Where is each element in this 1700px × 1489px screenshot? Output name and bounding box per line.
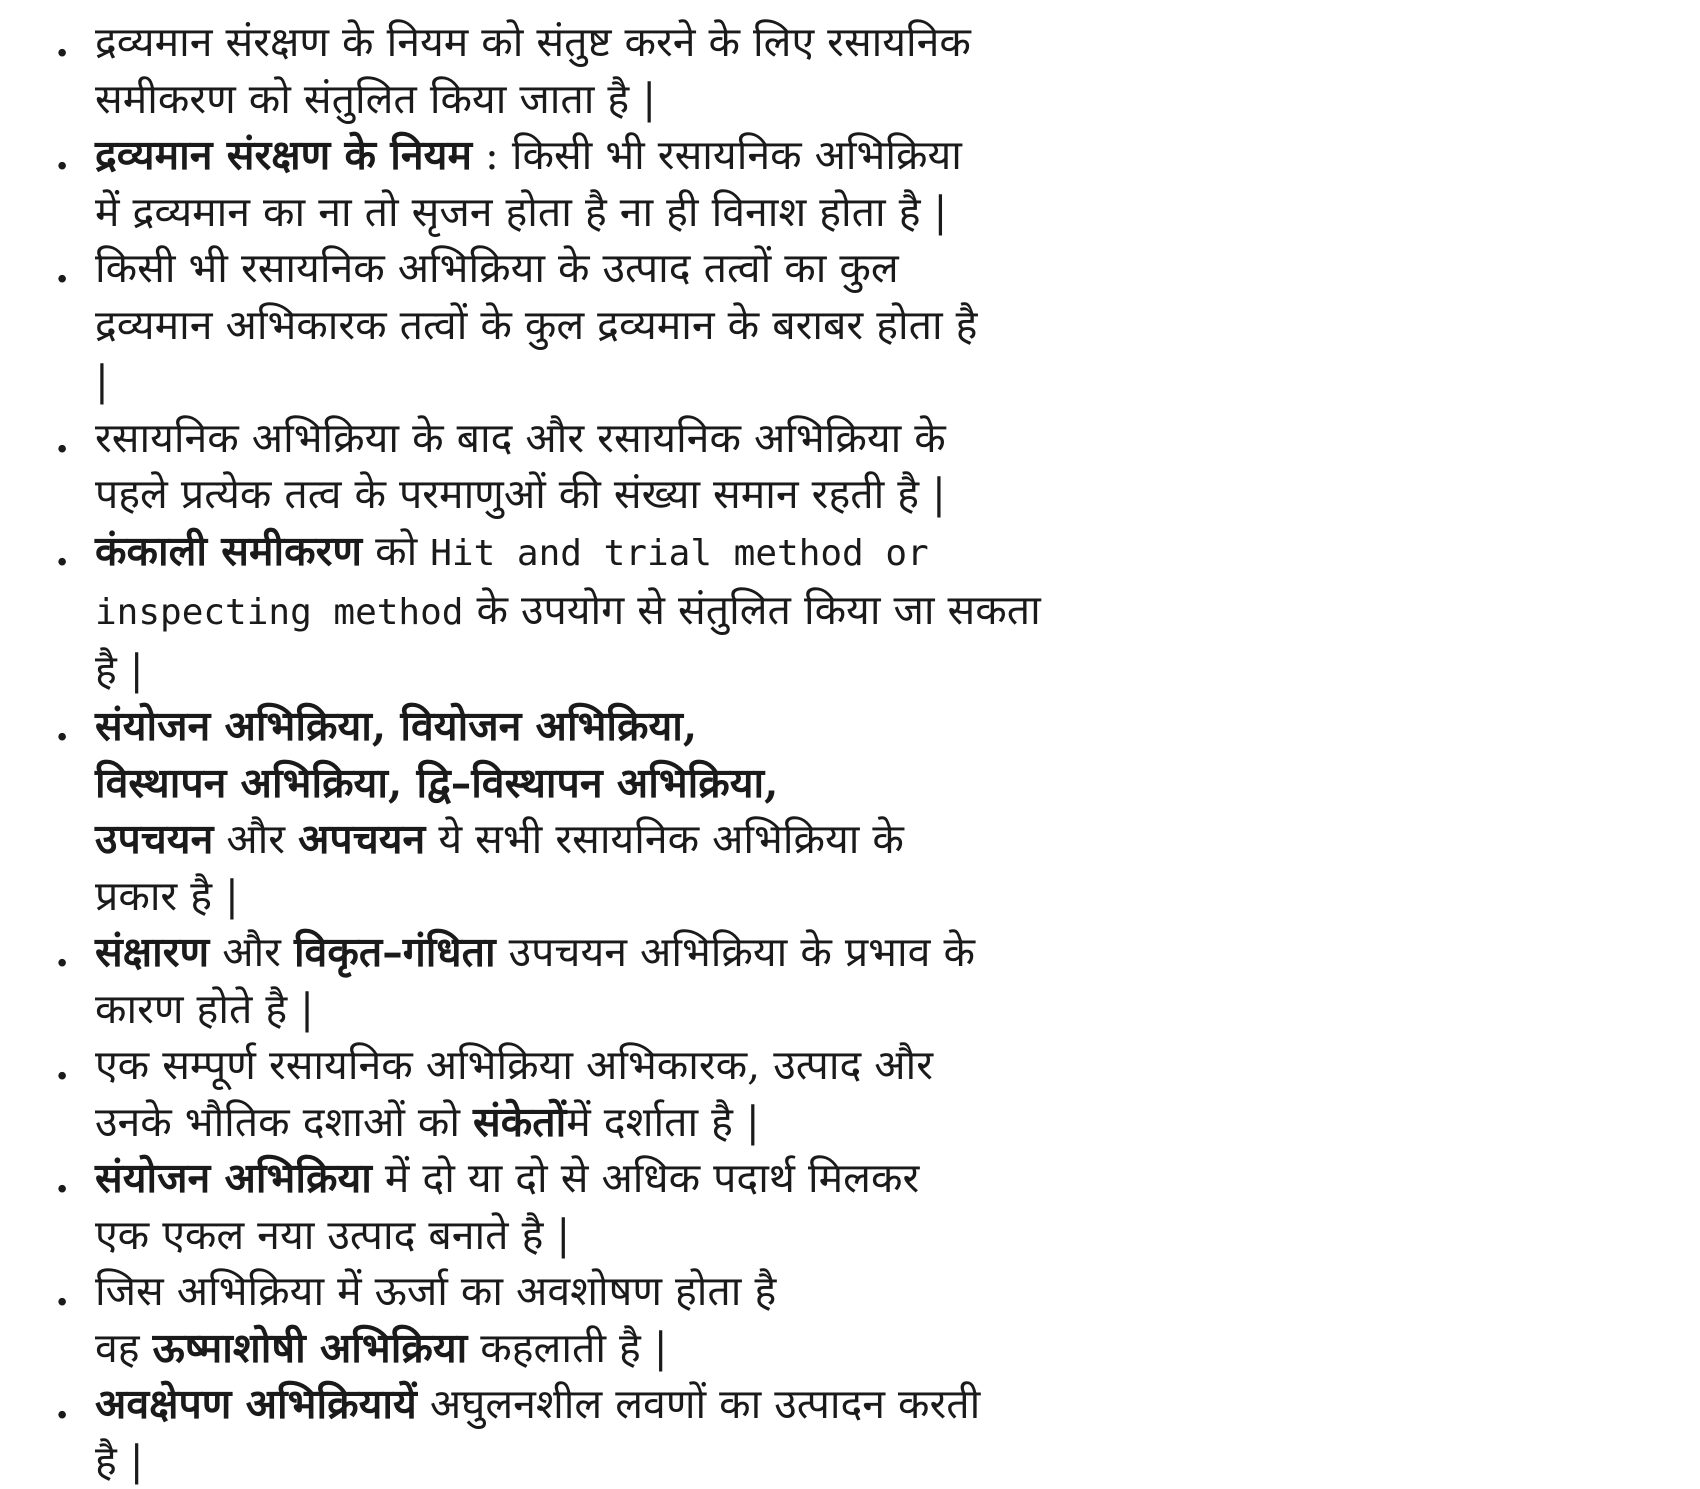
- note-item: [55, 1150, 1235, 1263]
- note-line: [95, 1150, 1235, 1207]
- note-item: [55, 240, 1235, 410]
- note-item: [55, 1263, 1235, 1376]
- note-item: [55, 127, 1235, 240]
- text-segment: द्रव्यमान अभिकारक तत्वों के कुल द्रव्यमान के बराबर होता है: [95, 301, 977, 349]
- note-line: [95, 924, 1235, 981]
- note-line: [95, 14, 1235, 71]
- bold-term: संयोजन अभिक्रिया: [95, 1154, 372, 1202]
- text-segment: पहले प्रत्येक तत्व के परमाणुओं की संख्या समान रहती है |: [95, 470, 946, 518]
- note-line: [95, 127, 1235, 184]
- bullet-marker: .: [55, 127, 83, 184]
- bold-term: विस्थापन अभिक्रिया, द्वि–विस्थापन अभिक्रिया,: [95, 759, 778, 807]
- bullet-marker: .: [55, 1376, 83, 1433]
- note-item: [55, 1037, 1235, 1150]
- text-segment: जिस अभिक्रिया में ऊर्जा का अवशोषण होता है: [95, 1267, 776, 1315]
- note-line: [95, 1263, 1235, 1320]
- bold-term: कंकाली समीकरण: [95, 527, 362, 575]
- note-line: [95, 642, 1235, 699]
- latin-text: inspecting method: [95, 592, 463, 633]
- bullet-marker: .: [55, 1263, 83, 1320]
- note-line: [95, 523, 1235, 583]
- text-segment: कारण होते है |: [95, 985, 314, 1033]
- text-segment: कहलाती है |: [467, 1324, 667, 1372]
- note-line: [95, 410, 1235, 467]
- note-line: [95, 698, 1235, 755]
- note-line: [95, 1376, 1235, 1433]
- note-item: [55, 14, 1235, 127]
- notes-list: [55, 14, 1235, 1489]
- note-line: [95, 1037, 1235, 1094]
- bullet-marker: .: [55, 1037, 83, 1094]
- text-segment: अघुलनशील लवणों का उत्पादन करती: [417, 1380, 981, 1428]
- note-line: [95, 1433, 1235, 1489]
- note-item: [55, 698, 1235, 924]
- bold-term: अवक्षेपण अभिक्रियायें: [95, 1380, 417, 1428]
- text-segment: को: [362, 527, 430, 575]
- latin-text: Hit and trial method or: [430, 533, 929, 574]
- text-segment: एक सम्पूर्ण रसायनिक अभिक्रिया अभिकारक, उत्पाद और: [95, 1041, 933, 1089]
- text-segment: है |: [95, 646, 144, 694]
- bullet-marker: .: [55, 14, 83, 71]
- bold-term: द्रव्यमान संरक्षण के नियम: [95, 131, 472, 179]
- text-segment: वह: [95, 1324, 153, 1372]
- text-segment: के उपयोग से संतुलित किया जा सकता: [463, 586, 1040, 634]
- text-segment: उपचयन अभिक्रिया के प्रभाव के: [496, 928, 975, 976]
- text-segment: है |: [95, 1437, 144, 1485]
- text-segment: द्रव्यमान संरक्षण के नियम को संतुष्ट करने के लिए रसायनिक: [95, 18, 971, 66]
- bold-term: ऊष्माशोषी अभिक्रिया: [153, 1324, 468, 1372]
- note-line: [95, 240, 1235, 297]
- text-segment: समीकरण को संतुलित किया जाता है |: [95, 75, 656, 123]
- note-line: [95, 1320, 1235, 1377]
- bold-term: अपचयन: [298, 815, 425, 863]
- text-segment: प्रकार है |: [95, 872, 239, 920]
- bullet-marker: .: [55, 924, 83, 981]
- note-item: [55, 410, 1235, 523]
- text-segment: ये सभी रसायनिक अभिक्रिया के: [425, 815, 904, 863]
- text-segment: रसायनिक अभिक्रिया के बाद और रसायनिक अभिक्रिया के: [95, 414, 946, 462]
- bold-term: संकेतों: [473, 1098, 566, 1146]
- note-item: [55, 1376, 1235, 1489]
- bullet-marker: .: [55, 698, 83, 755]
- note-line: [95, 184, 1235, 241]
- note-line: [95, 353, 1235, 410]
- text-segment: में द्रव्यमान का ना तो सृजन होता है ना ही विनाश होता है |: [95, 188, 947, 236]
- bold-term: विकृत–गंधिता: [294, 928, 496, 976]
- text-segment: : किसी भी रसायनिक अभिक्रिया: [472, 131, 962, 179]
- text-segment: में दो या दो से अधिक पदार्थ मिलकर: [372, 1154, 919, 1202]
- text-segment: उनके भौतिक दशाओं को: [95, 1098, 473, 1146]
- text-segment: एक एकल नया उत्पाद बनाते है |: [95, 1211, 570, 1259]
- bold-term: संक्षारण: [95, 928, 209, 976]
- text-segment: में दर्शाता है |: [566, 1098, 759, 1146]
- bullet-marker: .: [55, 1150, 83, 1207]
- note-line: [95, 71, 1235, 128]
- note-item: [55, 924, 1235, 1037]
- note-line: [95, 1094, 1235, 1151]
- text-segment: |: [95, 357, 109, 405]
- note-line: [95, 297, 1235, 354]
- text-segment: किसी भी रसायनिक अभिक्रिया के उत्पाद तत्वों का कुल: [95, 244, 899, 292]
- text-segment: और: [209, 928, 294, 976]
- note-line: [95, 868, 1235, 925]
- bullet-marker: .: [55, 523, 83, 580]
- note-line: [95, 1207, 1235, 1264]
- bullet-marker: .: [55, 240, 83, 297]
- text-segment: और: [213, 815, 298, 863]
- bold-term: संयोजन अभिक्रिया, वियोजन अभिक्रिया,: [95, 702, 697, 750]
- note-line: [95, 811, 1235, 868]
- bullet-marker: .: [55, 410, 83, 467]
- note-line: [95, 466, 1235, 523]
- note-item: [55, 523, 1235, 699]
- note-line: [95, 755, 1235, 812]
- note-line: [95, 981, 1235, 1038]
- bold-term: उपचयन: [95, 815, 213, 863]
- note-line: [95, 582, 1235, 642]
